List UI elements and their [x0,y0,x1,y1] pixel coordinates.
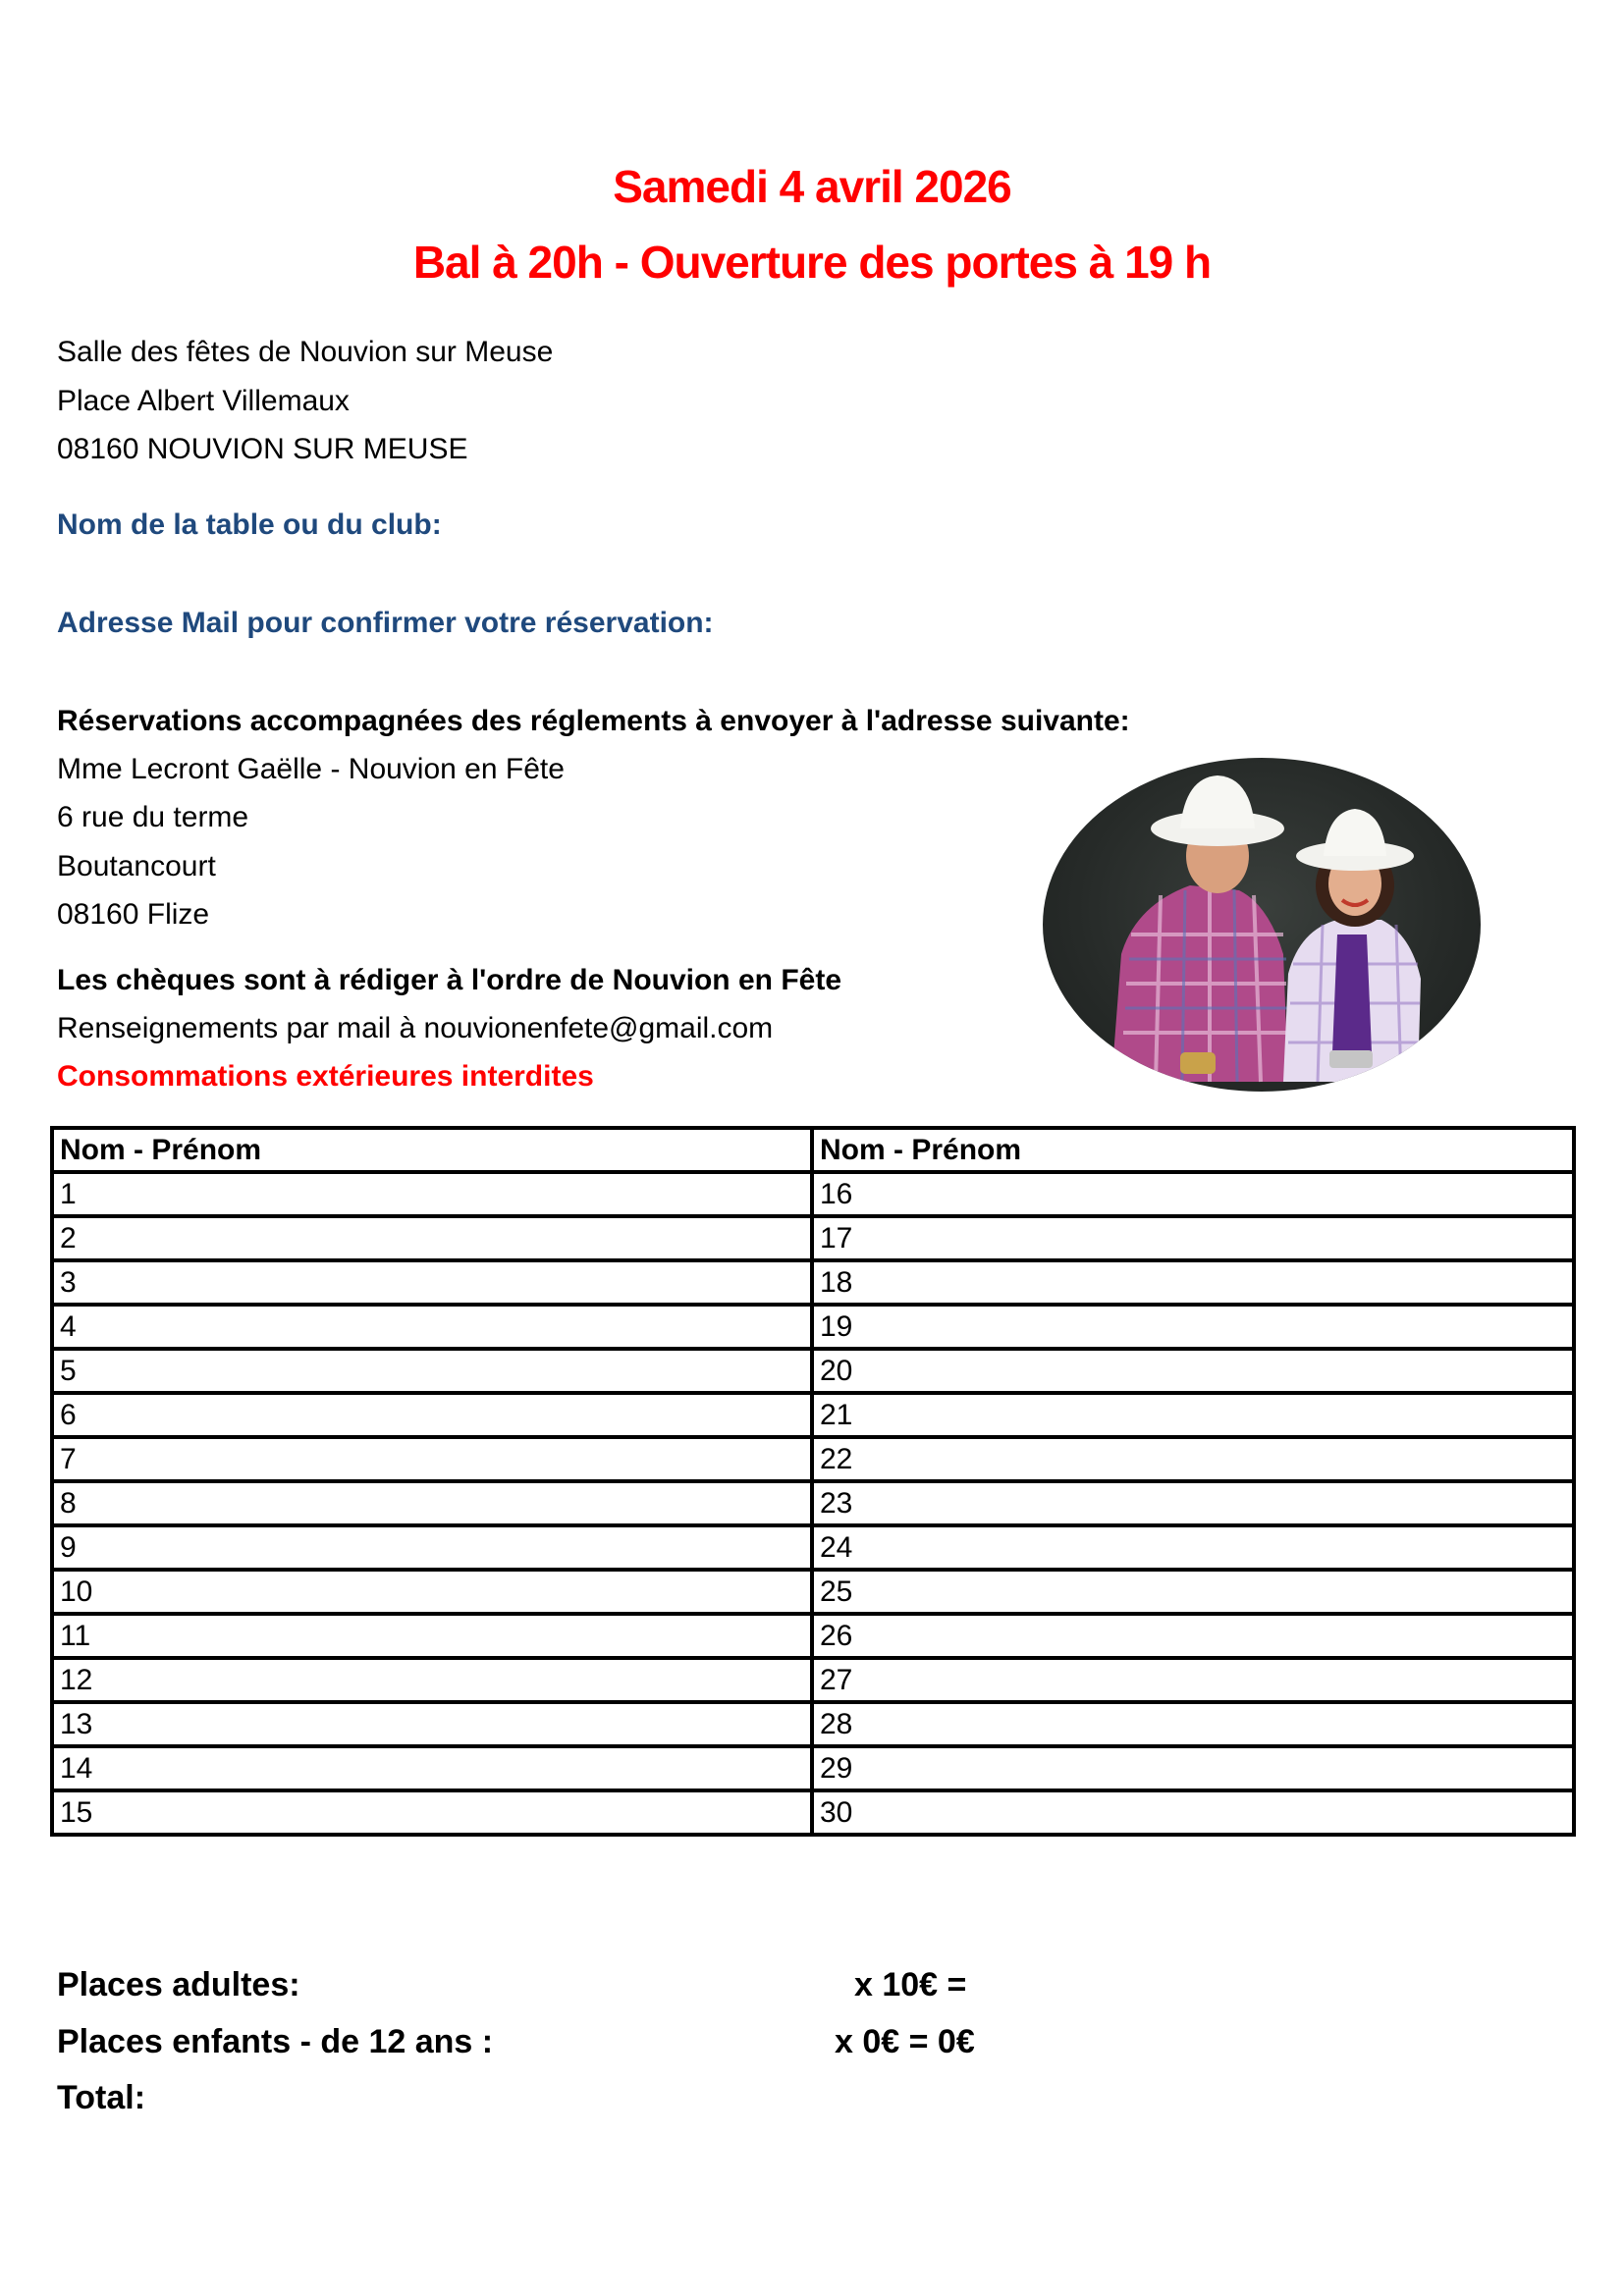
name-cell[interactable]: 1 [52,1172,812,1216]
adults-price: x 10€ = [854,1966,967,2003]
name-cell[interactable]: 18 [812,1260,1574,1305]
name-cell[interactable]: 21 [812,1393,1574,1437]
table-row [52,1481,1574,1525]
table-row [52,1658,1574,1702]
name-cell[interactable]: 19 [812,1305,1574,1349]
name-cell[interactable]: 13 [52,1702,812,1746]
cheque-instructions: Les chèques sont à rédiger à l'ordre de Nouvion en Fête [57,964,841,996]
name-cell[interactable]: 22 [812,1437,1574,1481]
name-cell[interactable]: 14 [52,1746,812,1790]
couple-illustration-icon [1043,758,1481,1092]
name-cell[interactable]: 9 [52,1525,812,1570]
name-cell[interactable]: 6 [52,1393,812,1437]
table-row [52,1216,1574,1260]
name-cell[interactable]: 16 [812,1172,1574,1216]
table-row [52,1305,1574,1349]
registration-table [50,1126,1576,1837]
name-cell[interactable]: 27 [812,1658,1574,1702]
table-row [52,1349,1574,1393]
name-cell[interactable]: 23 [812,1481,1574,1525]
name-cell[interactable]: 20 [812,1349,1574,1393]
name-cell[interactable]: 12 [52,1658,812,1702]
table-row [52,1614,1574,1658]
name-cell[interactable]: 4 [52,1305,812,1349]
mailing-street: 6 rue du terme [57,801,249,833]
name-cell[interactable]: 7 [52,1437,812,1481]
children-label: Places enfants - de 12 ans : [57,2023,494,2060]
mailing-heading: Réservations accompagnées des réglements à envoyer à l'adresse suivante: [57,705,1130,737]
mailing-city: 08160 Flize [57,898,210,931]
venue-street: Place Albert Villemaux [57,385,350,417]
table-row [52,1790,1574,1835]
mailing-recipient: Mme Lecront Gaëlle - Nouvion en Fête [57,753,565,785]
name-cell[interactable]: 17 [812,1216,1574,1260]
table-row [52,1172,1574,1216]
total-label: Total: [57,2079,146,2116]
event-time-title: Bal à 20h - Ouverture des portes à 19 h [412,237,1212,288]
event-date-title: Samedi 4 avril 2026 [613,161,1011,212]
table-row [52,1393,1574,1437]
warning-notice: Consommations extérieures interdites [57,1060,594,1093]
name-cell[interactable]: 10 [52,1570,812,1614]
name-cell[interactable]: 28 [812,1702,1574,1746]
name-cell[interactable]: 8 [52,1481,812,1525]
table-row [52,1746,1574,1790]
adults-label: Places adultes: [57,1966,300,2003]
name-cell[interactable]: 30 [812,1790,1574,1835]
name-cell[interactable]: 25 [812,1570,1574,1614]
name-cell[interactable]: 2 [52,1216,812,1260]
children-price: x 0€ = 0€ [835,2023,975,2060]
column-header-right: Nom - Prénom [812,1128,1574,1172]
venue-name: Salle des fêtes de Nouvion sur Meuse [57,336,554,368]
name-cell[interactable]: 26 [812,1614,1574,1658]
column-header-left: Nom - Prénom [52,1128,812,1172]
name-cell[interactable]: 15 [52,1790,812,1835]
table-header-row [52,1128,1574,1172]
table-row [52,1437,1574,1481]
couple-photo [1043,758,1481,1092]
name-cell[interactable]: 5 [52,1349,812,1393]
name-cell[interactable]: 24 [812,1525,1574,1570]
table-row [52,1702,1574,1746]
email-label: Adresse Mail pour confirmer votre réservation: [57,607,714,639]
name-cell[interactable]: 3 [52,1260,812,1305]
name-cell[interactable]: 29 [812,1746,1574,1790]
table-row [52,1260,1574,1305]
table-row [52,1570,1574,1614]
venue-city: 08160 NOUVION SUR MEUSE [57,433,468,465]
table-name-label: Nom de la table ou du club: [57,508,442,541]
mailing-locality: Boutancourt [57,850,216,882]
name-cell[interactable]: 11 [52,1614,812,1658]
contact-info: Renseignements par mail à nouvionenfete@gmail.com [57,1012,774,1044]
table-row [52,1525,1574,1570]
